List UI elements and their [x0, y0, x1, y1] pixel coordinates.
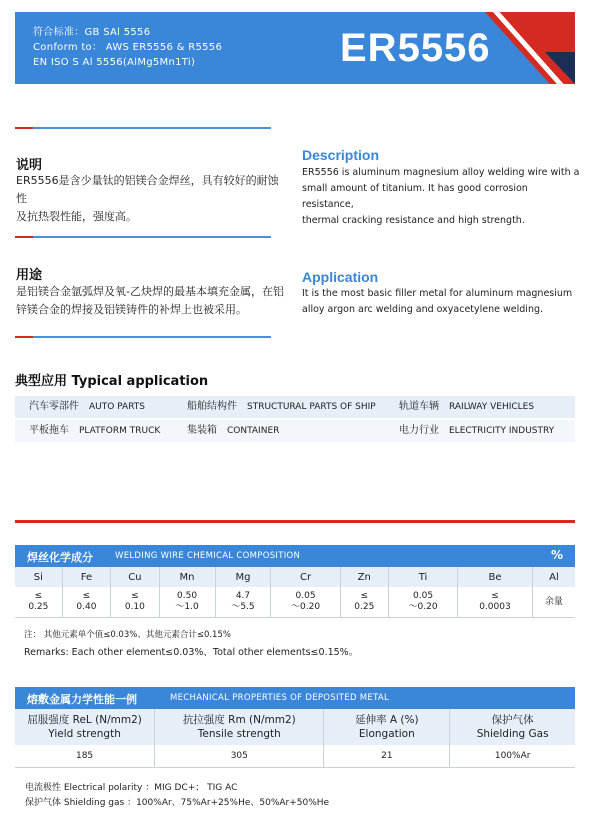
description-en-title: Description [302, 147, 380, 163]
value-cell [111, 587, 159, 618]
header-cn: 保护气体 [491, 714, 534, 726]
element-cell: Al [532, 567, 575, 587]
standard-iso: EN ISO S Al 5556(AlMg5Mn1Ti) [33, 57, 196, 68]
value-line: ～0.20 [291, 602, 321, 612]
value-cell [271, 587, 340, 618]
typical-application-title: 典型应用 Typical application [15, 374, 209, 389]
standard-cn: 符合标准：GB SAl 5556 [33, 27, 151, 38]
remark-en: Remarks: Each other element≤0.03%、Total other elements≤0.15%。 [24, 647, 359, 658]
application-item-en: STRUCTURAL PARTS OF SHIP [247, 402, 376, 412]
section-divider [15, 127, 271, 129]
application-cn-line: 是铝镁合金氩弧焊及氧-乙炔焊的最基本填充金属，在铝 [16, 285, 284, 298]
header-en: Elongation [358, 728, 415, 740]
typical-application-row [15, 420, 575, 442]
mechanical-value-row [15, 745, 575, 768]
value-line: 4.7 [235, 591, 251, 601]
mechanical-header-cell [450, 709, 575, 745]
value-line: 0.25 [28, 602, 49, 612]
value-line: ≤ [491, 591, 499, 601]
description-en-line: thermal cracking resistance and high strength. [302, 215, 525, 226]
value-cell [15, 587, 62, 618]
description-cn-title: 说明 [16, 158, 43, 173]
value-cell [62, 587, 110, 618]
application-item [187, 420, 279, 442]
mechanical-title-en: MECHANICAL PROPERTIES OF DEPOSITED METAL [170, 693, 390, 703]
element-cell: Mn [159, 567, 215, 587]
description-en-text [302, 165, 582, 229]
application-item-en: PLATFORM TRUCK [79, 426, 161, 436]
application-item-cn: 集装箱 [187, 425, 217, 436]
application-item-cn: 船舶结构件 [187, 401, 237, 412]
value-line: 0.50 [177, 591, 198, 601]
application-en-line: It is the most basic filler metal for aluminum magnesium [302, 288, 573, 299]
element-cell: Be [458, 567, 533, 587]
application-cn-text [16, 283, 286, 319]
application-item-cn: 平板拖车 [29, 425, 69, 436]
shielding-gas-note: 保护气体 Shielding gas ：100%Ar、75%Ar+25%He、50%Ar+50%He [25, 798, 330, 808]
value-cell [458, 587, 533, 618]
chemical-unit: % [550, 548, 563, 562]
application-cn-line: 锌镁合金的焊接及铝镁铸件的补焊上也被采用。 [16, 303, 247, 316]
application-item [29, 420, 160, 442]
mechanical-value-cell: 100%Ar [450, 745, 575, 768]
element-cell: Fe [62, 567, 110, 587]
electrical-polarity-note: 电流极性 Electrical polarity ：MIG DC+； TIG AC [25, 783, 238, 793]
value-cell [159, 587, 215, 618]
value-cell [532, 587, 575, 618]
chemical-composition-header [15, 545, 575, 567]
chemical-title-cn: 焊丝化学成分 [27, 551, 93, 564]
application-cn-title: 用途 [16, 268, 43, 283]
application-item-en: CONTAINER [227, 426, 280, 436]
mechanical-value-cell: 21 [324, 745, 450, 768]
description-cn-text [16, 172, 286, 226]
application-item-en: AUTO PARTS [89, 402, 146, 412]
value-line: ≤ [82, 591, 91, 601]
header-cn: 延伸率 A (%) [355, 714, 419, 726]
value-line: ≤ [360, 591, 369, 601]
mechanical-header-row [15, 709, 575, 745]
application-item-cn: 电力行业 [399, 425, 439, 436]
description-cn-line: 及抗热裂性能，强度高。 [16, 210, 137, 223]
chemical-composition-table [15, 567, 575, 618]
value-line: ～0.20 [408, 602, 438, 612]
value-cell [215, 587, 271, 618]
header-en: Tensile strength [197, 728, 281, 740]
section-divider [15, 236, 271, 238]
composition-value-row [15, 587, 575, 618]
application-en-line: alloy argon arc welding and oxyacetylene welding. [302, 304, 544, 315]
element-cell: Si [15, 567, 62, 587]
element-cell: Cu [111, 567, 159, 587]
header-banner [15, 12, 575, 84]
red-separator-bar [15, 520, 575, 523]
chemical-title-en: WELDING WIRE CHEMICAL COMPOSITION [115, 551, 301, 561]
application-item-en: ELECTRICITY INDUSTRY [449, 426, 555, 436]
value-cell [388, 587, 457, 618]
grade-title: ER5556 [340, 26, 491, 70]
mechanical-value-cell: 305 [155, 745, 324, 768]
header-cn: 屈服强度 ReL (N/mm2) [27, 714, 142, 726]
mechanical-value-cell: 185 [15, 745, 155, 768]
application-item-cn: 轨道车辆 [399, 401, 439, 412]
application-item [399, 420, 554, 442]
element-cell: Ti [388, 567, 457, 587]
section-divider [15, 336, 271, 338]
standard-aws: Conform to： AWS ER5556 & R5556 [33, 42, 223, 53]
element-cell: Mg [215, 567, 271, 587]
mechanical-properties-table [15, 709, 575, 768]
value-line: 0.10 [124, 602, 145, 612]
mechanical-header-cell [324, 709, 450, 745]
mechanical-title-cn: 熔敷金属力学性能一例 [27, 693, 137, 706]
header-en: Shielding Gas [476, 728, 549, 740]
mechanical-header-cell [15, 709, 155, 745]
value-line: 余量 [544, 596, 563, 607]
application-en-title: Application [302, 269, 379, 285]
value-line: ～1.0 [175, 602, 199, 612]
application-item-cn: 汽车零部件 [29, 401, 79, 412]
header-en: Yield strength [48, 728, 121, 740]
value-line: ≤ [34, 591, 43, 601]
description-en-line: ER5556 is aluminum magnesium alloy welding wire with a [302, 167, 580, 178]
value-line: 0.40 [76, 602, 97, 612]
value-line: 0.05 [295, 591, 316, 601]
application-en-text [302, 286, 582, 318]
mechanical-header-cell [155, 709, 324, 745]
application-item [187, 396, 376, 418]
description-cn-line: ER5556是含少量钛的铝镁合金焊丝，具有较好的耐蚀性 [16, 174, 279, 205]
description-en-line: small amount of titanium. It has good corrosion resistance, [302, 183, 528, 210]
element-cell: Zn [340, 567, 388, 587]
value-line: ～5.5 [231, 602, 255, 612]
value-cell [340, 587, 388, 618]
value-line: ≤ [131, 591, 139, 601]
typical-application-row [15, 396, 575, 418]
remark-cn: 注： 其他元素单个值≤0.03%、其他元素合计≤0.15% [24, 630, 231, 640]
header-standards [33, 25, 222, 70]
value-line: 0.25 [354, 602, 375, 612]
header-cn: 抗拉强度 Rm (N/mm2) [182, 714, 296, 726]
element-header-row [15, 567, 575, 587]
mechanical-properties-header [15, 687, 575, 709]
value-line: 0.0003 [479, 602, 511, 612]
application-item-en: RAILWAY VEHICLES [449, 402, 535, 412]
application-item [29, 396, 145, 418]
value-line: 0.05 [413, 591, 434, 601]
element-cell: Cr [271, 567, 340, 587]
application-item [399, 396, 534, 418]
